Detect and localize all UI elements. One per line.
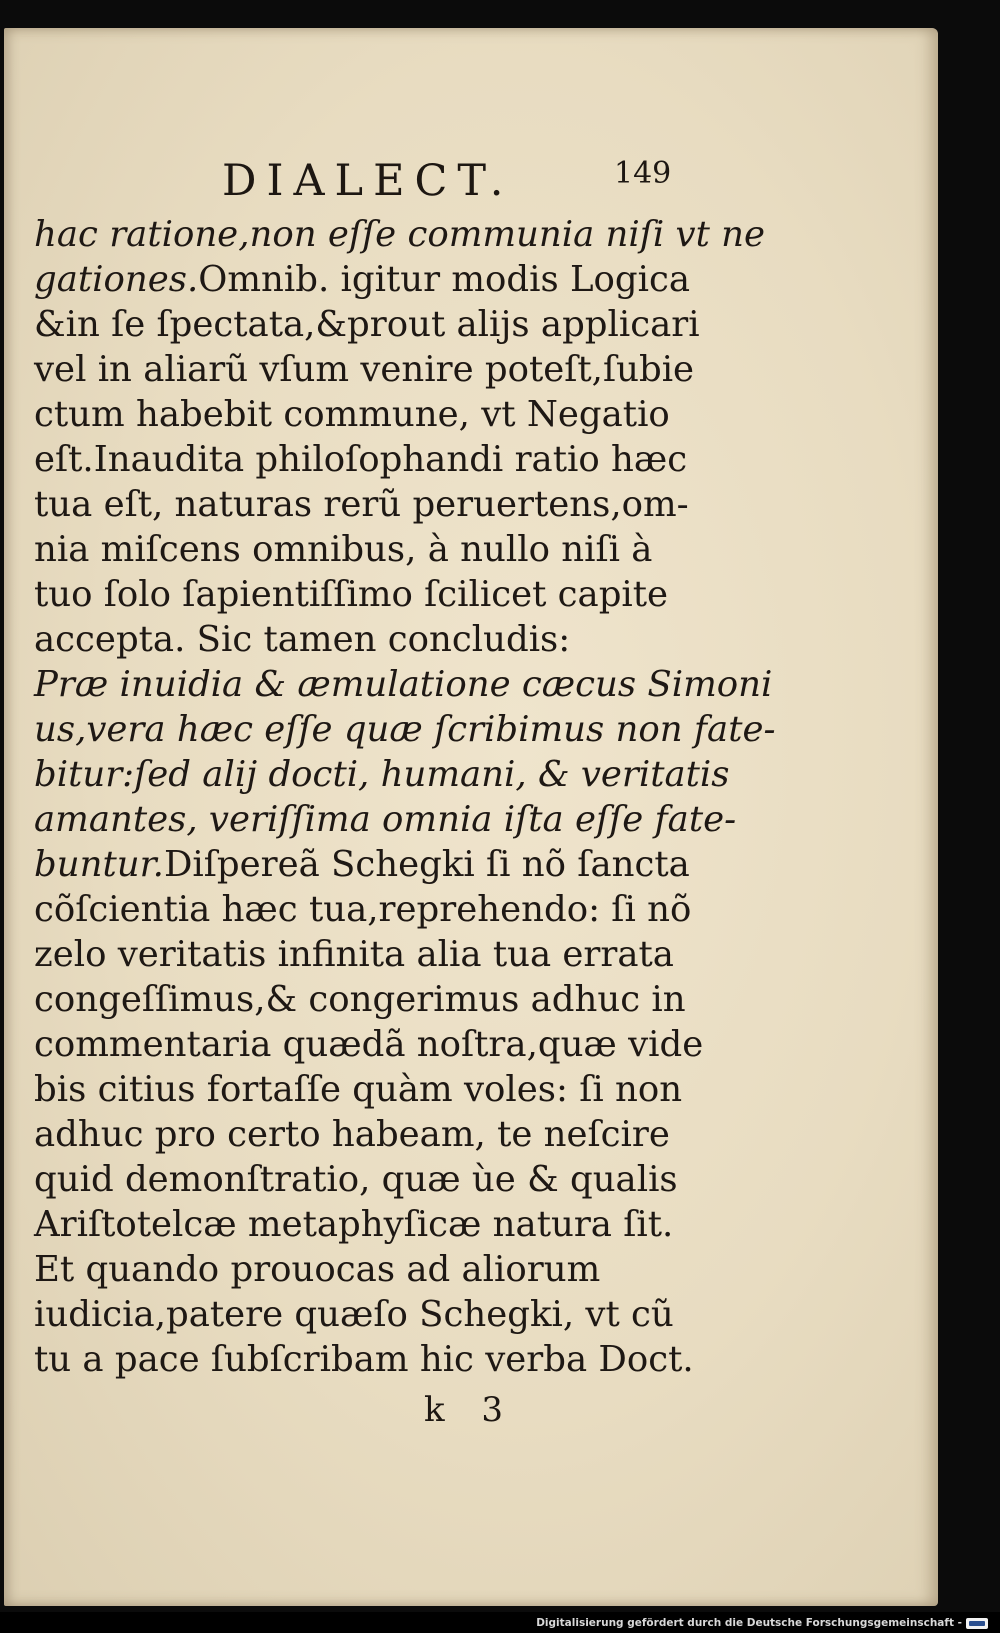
roman-text-segment: Ariſtotelcæ metaphyſicæ natura ſit. — [34, 1204, 674, 1245]
body-text — [34, 212, 776, 1382]
text-line — [34, 1337, 694, 1382]
italic-text-segment: amantes, veriſſima omnia iſta eſſe fate- — [34, 799, 737, 840]
text-line — [34, 842, 690, 887]
text-line — [34, 527, 674, 572]
roman-text-segment: eſt.Inaudita philoſophandi ratio hæc — [34, 439, 688, 480]
text-line — [34, 482, 689, 527]
italic-text-segment: gationes. — [34, 259, 199, 300]
text-line — [34, 617, 674, 662]
signature-mark: k 3 — [424, 1390, 504, 1430]
digitization-credit — [536, 1617, 988, 1629]
italic-text-segment: us,vera hæc eſſe quæ ſcribimus non fate- — [34, 709, 776, 750]
text-line — [34, 347, 695, 392]
text-line — [34, 797, 737, 842]
italic-text-segment: hac ratione,non eſſe communia niſi vt ne — [34, 214, 766, 255]
text-line — [34, 212, 766, 257]
roman-text-segment: vel in aliarũ vſum venire poteſt,ſubie — [34, 349, 695, 390]
roman-text-segment: Et quando prouocas ad aliorum — [34, 1249, 601, 1290]
text-line — [34, 662, 773, 707]
running-head: DIALECT. — [222, 156, 514, 206]
text-line — [34, 977, 686, 1022]
roman-text-segment: accepta. Sic tamen concludis: — [34, 619, 571, 660]
text-line — [34, 572, 674, 617]
text-line — [34, 1202, 674, 1247]
roman-text-segment: tu a pace ſubſcribam hic verba Doct. — [34, 1339, 694, 1380]
italic-text-segment: bitur:ſed alij docti, humani, & veritatis — [34, 754, 730, 795]
roman-text-segment: bis citius fortaſſe quàm voles: ſi non — [34, 1069, 683, 1110]
text-line — [34, 1022, 704, 1067]
text-line — [34, 1157, 678, 1202]
roman-text-segment: commentaria quædã noſtra,quæ vide — [34, 1024, 704, 1065]
text-line — [34, 932, 674, 977]
page-number: 149 — [614, 156, 672, 191]
roman-text-segment: cõſcientia hæc tua,reprehendo: ſi nõ — [34, 889, 692, 930]
text-line — [34, 257, 691, 302]
text-line — [34, 1067, 683, 1112]
text-line — [34, 1247, 674, 1292]
text-line — [34, 302, 700, 347]
roman-text-segment: quid demonſtratio, quæ ùe & qualis — [34, 1159, 678, 1200]
roman-text-segment: &in ſe ſpectata,&prout alijs applicari — [34, 304, 700, 345]
roman-text-segment: tua eſt, naturas rerũ peruertens,om- — [34, 484, 689, 525]
italic-text-segment: buntur. — [34, 844, 164, 885]
roman-text-segment: iudicia,patere quæſo Schegki, vt cũ — [34, 1294, 674, 1335]
roman-text-segment: congeſſimus,& congerimus adhuc in — [34, 979, 686, 1020]
roman-text-segment: Diſpereã Schegki ſi nõ ſancta — [163, 844, 690, 885]
roman-text-segment: Omnib. igitur modis Logica — [198, 259, 691, 300]
credit-text: Digitalisierung gefördert durch die Deutsche Forschungsgemeinschaft - — [536, 1617, 962, 1629]
text-line — [34, 707, 776, 752]
roman-text-segment: ctum habebit commune, vt Negatio — [34, 394, 670, 435]
dfg-logo-icon — [966, 1618, 988, 1629]
roman-text-segment: zelo veritatis infinita alia tua errata — [34, 934, 674, 975]
text-line — [34, 392, 674, 437]
text-line — [34, 1112, 674, 1157]
text-line — [34, 887, 692, 932]
book-page — [4, 28, 938, 1606]
text-line — [34, 752, 730, 797]
italic-text-segment: Præ inuidia & æmulatione cæcus Simoni — [34, 664, 773, 705]
roman-text-segment: tuo ſolo ſapientiſſimo ſcilicet capite — [34, 574, 669, 615]
roman-text-segment: adhuc pro certo habeam, te neſcire — [34, 1114, 670, 1155]
roman-text-segment: nia miſcens omnibus, à nullo niſi à — [34, 529, 653, 570]
text-line — [34, 1292, 674, 1337]
text-line — [34, 437, 688, 482]
